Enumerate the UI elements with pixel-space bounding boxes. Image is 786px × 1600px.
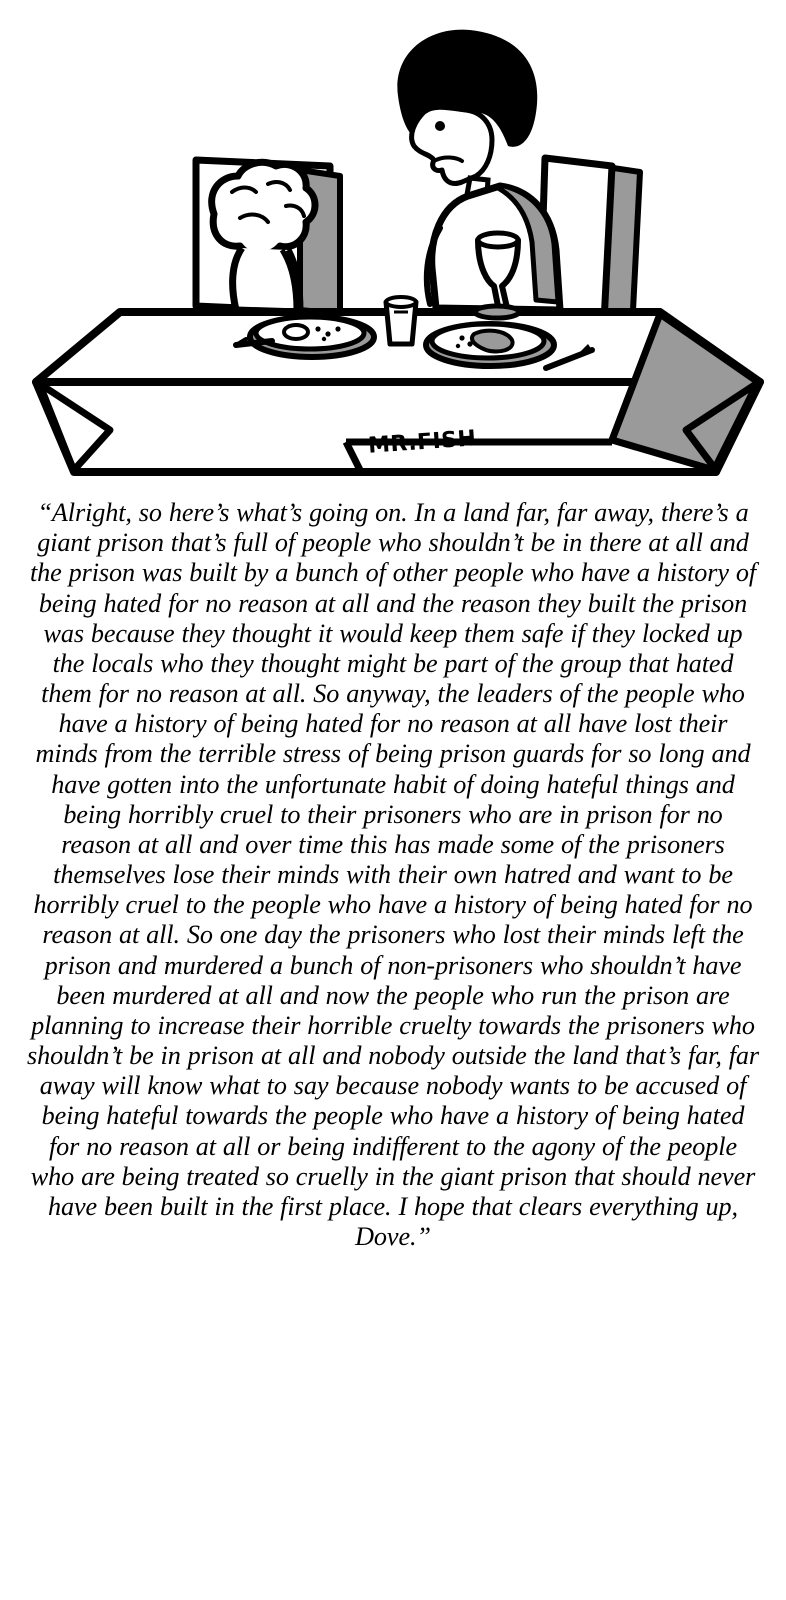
cartoon-artwork <box>0 0 786 492</box>
artist-signature: MR.FISH <box>367 426 478 459</box>
drinking-glass <box>386 297 416 344</box>
artwork-svg <box>0 0 786 492</box>
plate-left <box>250 317 374 357</box>
cartoon-caption: “Alright, so here’s what’s going on. In a land far, far away, there’s a giant prison that’s full of people who shouldn’t be in there at all and the prison was built by a bunch of other people who have a history of being hated for no reason at all and the reason they built the prison was because they thought it would keep them safe if they locked up the locals who they thought might be part of the group that hated them for no reason at all. So anyway, the leaders of the people who have a history of being hated for no reason at all have lost their minds from the terrible stress of being prison guards for so long and have gotten into the unfortunate habit of doing hateful things and being horribly cruel to their prisoners who are in prison for no reason at all and over time this has made some of the prisoners themselves lose their minds with their own hatred and want to be horribly cruel to the people who have a history of being hated for no reason at all. So one day the prisoners who lost their minds left the prison and murdered a bunch of non-prisoners who shouldn’t have been murdered at all and now the people who run the prison are planning to increase their horrible cruelty towards the prisoners who shouldn’t be in prison at all and nobody outside the land that’s far, far away will know what to say because nobody wants to be accused of being hateful towards the people who have a history of being hated for no reason at all or being indifferent to the agony of the people who are being treated so cruelly in the giant prison that should never have been built in the first place. I hope that clears everything up, Dove.” <box>27 498 759 1252</box>
plate-right <box>426 324 554 366</box>
